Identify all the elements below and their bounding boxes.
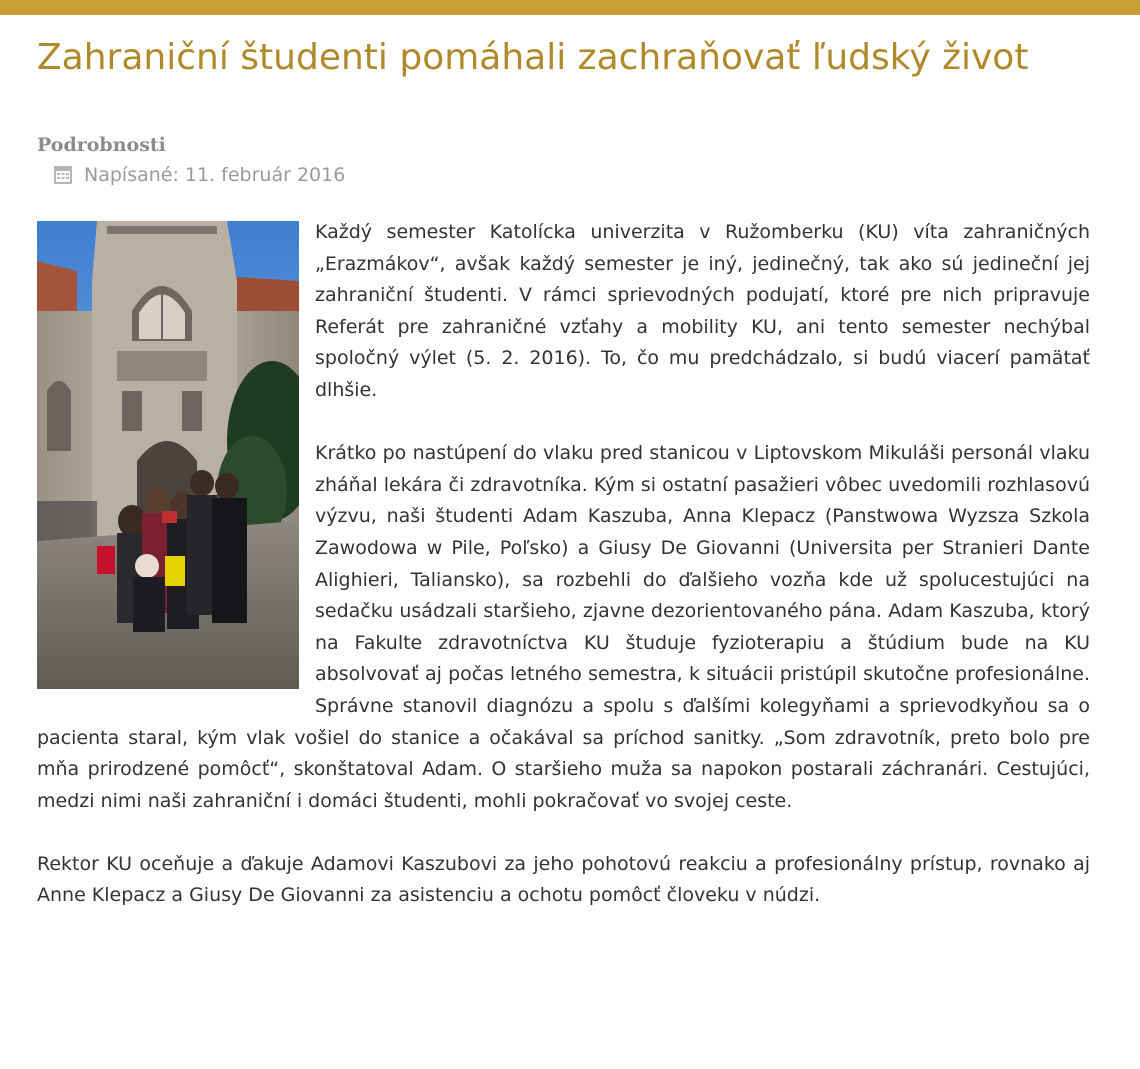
details-label: Podrobnosti — [37, 134, 166, 156]
article-photo[interactable] — [37, 221, 299, 689]
published-text: Napísané: 11. február 2016 — [84, 164, 346, 186]
article-details — [37, 133, 1090, 187]
paragraph: Každý semester Katolícka univerzita v Ružomberku (KU) víta zahraničných „Erazmákov“, avšak každý semester je iný, jedinečný, tak ako sú jedineční jej zahraniční študenti. V rámci sprievodných podujatí, ktoré pre nich pripravuje Referát pre zahraničné vzťahy a mobility KU, ani tento semester nechýbal spoločný výlet (5. 2. 2016). To, čo mu predchádzalo, si budú viacerí pamätať dlhšie. — [315, 221, 1090, 401]
article — [0, 15, 1140, 912]
calendar-icon — [52, 164, 74, 186]
article-body — [37, 217, 1090, 912]
top-accent-bar — [0, 0, 1140, 15]
published-date — [52, 163, 1090, 187]
article-title[interactable]: Zahraniční študenti pomáhali zachraňovať ľudský život — [37, 37, 1029, 78]
paragraph: Krátko po nastúpení do vlaku pred stanicou v Liptovskom Mikuláši personál vlaku zháňal lekára či zdravotníka. Kým si ostatní pasažieri vôbec uvedomili rozhlasovú výzvu, naši študenti Adam Kaszuba, Anna Klepacz (Panstwowa Wyzsza Szkola Zawodowa w Pile, Poľsko) a Giusy De Giovanni (Universita per Stranieri Dante Alighieri, Taliansko), sa rozbehli do ďalšieho vozňa kde už spolucestujúci na sedačku usádzali staršieho, zjavne dezorientovaného pána. Adam Kaszuba, ktorý na Fakulte zdravotníctva KU študuje fyzioterapiu a štúdium bude na KU absolvovať aj počas letného semestra, k situácii pristúpil skutočne profesionálne. Správne stanovil diagnózu a spolu s ďalšími kolegyňami a sprievodkyňou sa o pacienta staral, kým vlak vošiel do stanice a očakával sa príchod sanitky. „Som zdravotník, preto bolo pre mňa prirodzené pomôcť“, skonštatoval Adam. O staršieho muža sa napokon postarali záchranári. Cestujúci, medzi nimi naši zahraniční i domáci študenti, mohli pokračovať vo svojej ceste. — [37, 442, 1090, 812]
paragraph: Rektor KU oceňuje a ďakuje Adamovi Kaszubovi za jeho pohotovú reakciu a profesionálny prístup, rovnako aj Anne Klepacz a Giusy De Giovanni za asistenciu a ochotu pomôcť človeku v núdzi. — [37, 852, 1090, 907]
